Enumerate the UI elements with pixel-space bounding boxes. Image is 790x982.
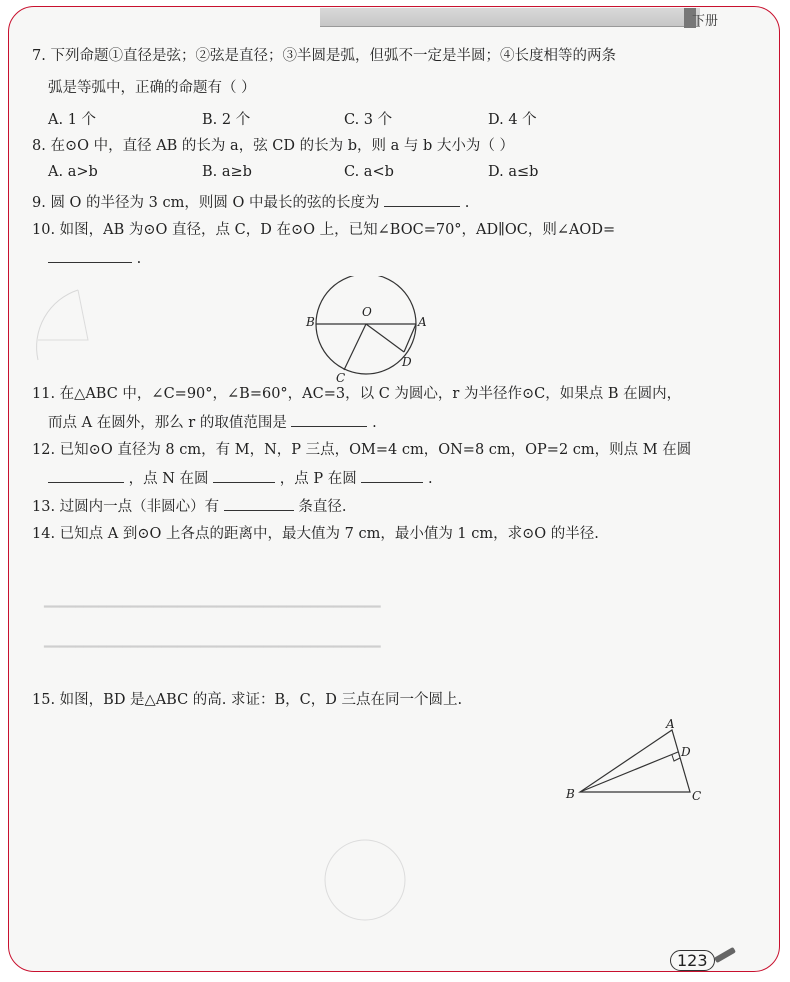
question-7-line1: 7. 下列命题①直径是弦；②弦是直径；③半圆是弧，但弧不一定是半圆；④长度相等的两条 bbox=[32, 48, 616, 64]
volume-label: 下册 bbox=[691, 14, 718, 29]
q13-text-end: 条直径. bbox=[298, 499, 347, 515]
q13-answer-blank[interactable] bbox=[224, 496, 294, 511]
fig10-label-c: C bbox=[336, 371, 346, 385]
q7-option-a: A. 1 个 bbox=[48, 112, 97, 128]
q12-text-p: ，点 P 在圆 bbox=[279, 471, 357, 487]
question-9 bbox=[32, 192, 469, 213]
fig15-label-b: B bbox=[566, 787, 575, 801]
q12-blank-m[interactable] bbox=[48, 468, 124, 483]
figure-q15-triangle bbox=[560, 716, 710, 806]
q11-period: . bbox=[372, 415, 377, 431]
fig10-label-d: D bbox=[402, 355, 412, 369]
q9-text: 9. 圆 O 的半径为 3 cm，则圆 O 中最长的弦的长度为 bbox=[32, 195, 380, 211]
question-12-line2 bbox=[48, 468, 433, 489]
q11-answer-blank[interactable] bbox=[291, 412, 367, 427]
question-10-line2 bbox=[48, 248, 141, 269]
q12-text-n: ，点 N 在圆 bbox=[128, 471, 209, 487]
question-11-line1: 11. 在△ABC 中，∠C=90°，∠B=60°，AC=3，以 C 为圆心，r 为半径作⊙C，如果点 B 在圆内， bbox=[32, 386, 682, 402]
q11-text: 而点 A 在圆外，那么 r 的取值范围是 bbox=[48, 415, 287, 431]
bleed-through-figure bbox=[18, 270, 148, 390]
fig15-label-c: C bbox=[692, 789, 702, 803]
fig10-segment-oc bbox=[344, 324, 366, 370]
q12-blank-n[interactable] bbox=[213, 468, 275, 483]
q8-option-a: A. a>b bbox=[48, 164, 98, 180]
q8-option-d: D. a≤b bbox=[488, 164, 539, 180]
q8-option-b: B. a≥b bbox=[202, 164, 252, 180]
question-15: 15. 如图，BD 是△ABC 的高. 求证：B，C，D 三点在同一个圆上. bbox=[32, 692, 463, 708]
q9-answer-blank[interactable] bbox=[384, 192, 460, 207]
bleed-through-circle bbox=[300, 830, 430, 940]
q7-option-b: B. 2 个 bbox=[202, 112, 251, 128]
question-10-line1: 10. 如图，AB 为⊙O 直径，点 C，D 在⊙O 上，已知∠BOC=70°，AD∥OC，则∠AOD= bbox=[32, 222, 616, 238]
question-7-line2: 弧是等弧中，正确的命题有（ ） bbox=[48, 80, 256, 96]
question-13 bbox=[32, 496, 347, 517]
q7-option-c: C. 3 个 bbox=[344, 112, 393, 128]
q8-option-c: C. a<b bbox=[344, 164, 394, 180]
question-14: 14. 已知点 A 到⊙O 上各点的距离中，最大值为 7 cm，最小值为 1 cm，求⊙O 的半径. bbox=[32, 526, 599, 542]
fig15-altitude-bd bbox=[580, 752, 678, 792]
fig10-label-o: O bbox=[362, 305, 372, 319]
fig15-right-angle-mark bbox=[672, 755, 680, 761]
bleed-through-text: ━━━━━━━━━━━━━━━━━━━━━━━━━━━━━━━━━━━━━━━━━━━ bbox=[44, 600, 381, 615]
question-11-line2 bbox=[48, 412, 377, 433]
fig15-label-a: A bbox=[666, 717, 675, 731]
figure-q10-circle bbox=[296, 276, 436, 386]
q10-period: . bbox=[136, 251, 142, 267]
q12-blank-p[interactable] bbox=[361, 468, 423, 483]
q10-answer-blank[interactable] bbox=[48, 248, 132, 263]
fig10-label-b: B bbox=[306, 315, 315, 329]
bleed-through-text-2: ━━━━━━━━━━━━━━━━━━━━━━━━━━━━━━━━━━━━━━━━━━━ bbox=[44, 640, 381, 655]
q12-period: . bbox=[427, 471, 433, 487]
q13-text: 13. 过圆内一点（非圆心）有 bbox=[32, 499, 220, 515]
q9-period: . bbox=[464, 195, 470, 211]
question-12-line1: 12. 已知⊙O 直径为 8 cm，有 M，N，P 三点，OM=4 cm，ON=8 cm，OP=2 cm，则点 M 在圆 bbox=[32, 442, 692, 458]
fig10-label-a: A bbox=[418, 315, 427, 329]
q7-option-d: D. 4 个 bbox=[488, 112, 537, 128]
fig15-label-d: D bbox=[681, 745, 691, 759]
header-bar bbox=[320, 8, 700, 27]
question-8: 8. 在⊙O 中，直径 AB 的长为 a，弦 CD 的长为 b，则 a 与 b 大小为（ ） bbox=[32, 138, 514, 154]
page-number: 123 bbox=[670, 950, 715, 971]
fig10-segment-od bbox=[366, 324, 404, 352]
